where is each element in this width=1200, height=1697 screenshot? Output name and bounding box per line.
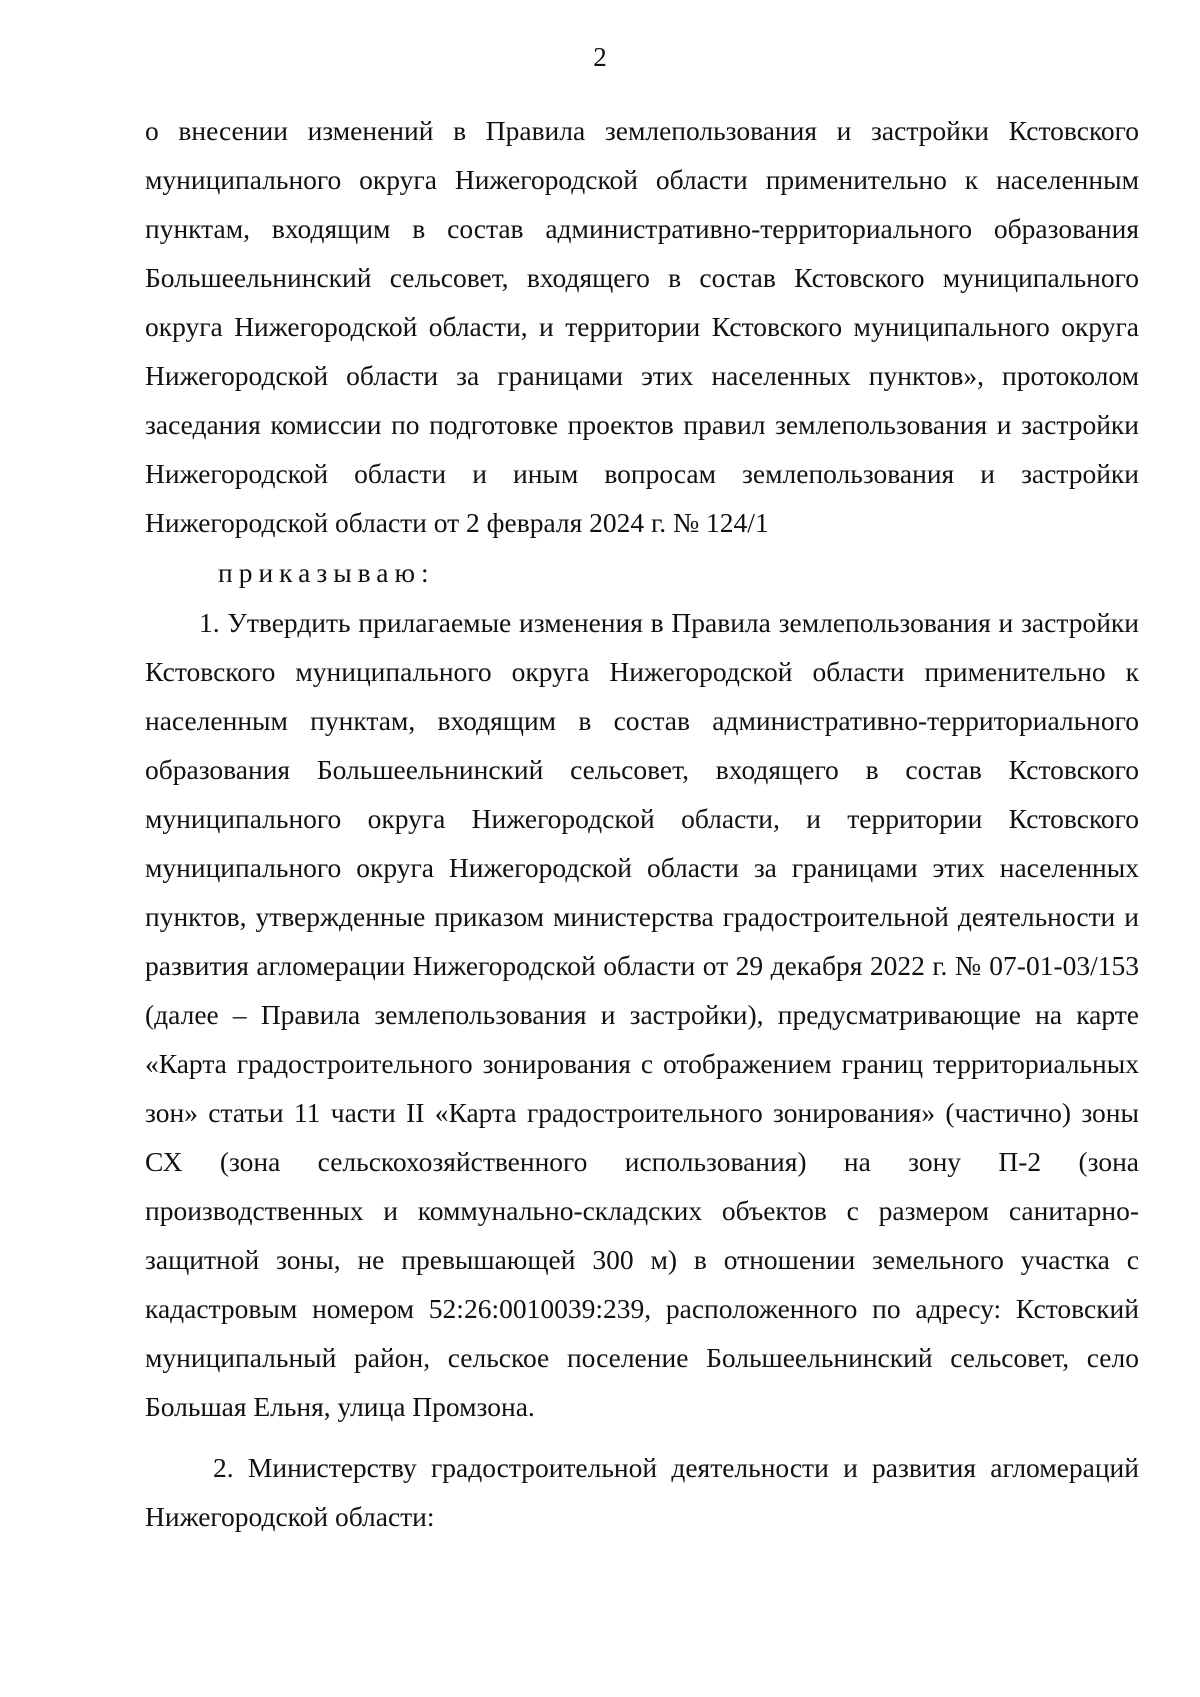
order-word: приказываю: bbox=[218, 557, 435, 588]
intro-paragraph: о внесении изменений в Правила землепользования и застройки Кстовского муниципального округа Нижегородской области применительно к населенным пунктам, входящим в состав административно-территориального образования Большеельнинский сельсовет, входящего в состав Кстовского муниципального округа Нижегородской области, и территории Кстовского муниципального округа Нижегородской области за границами этих населенных пунктов», протоколом заседания комиссии по подготовке проектов правил землепользования и застройки Нижегородской области и иным вопросам землепользования и застройки Нижегородской области от 2 февраля 2024 г. № 124/1 bbox=[145, 115, 1139, 538]
document-body bbox=[145, 106, 1139, 1541]
item-1-paragraph: 1. Утвердить прилагаемые изменения в Правила землепользования и застройки Кстовского муниципального округа Нижегородской области применительно к населенным пунктам, входящим в состав административно-территориального образования Большеельнинский сельсовет, входящего в состав Кстовского муниципального округа Нижегородской области, и территории Кстовского муниципального округа Нижегородской области за границами этих населенных пунктов, утвержденные приказом министерства градостроительной деятельности и развития агломерации Нижегородской области от 29 декабря 2022 г. № 07-01-03/153 (далее – Правила землепользования и застройки), предусматривающие на карте «Карта градостроительного зонирования с отображением границ территориальных зон» статьи 11 части II «Карта градостроительного зонирования» (частично) зоны СХ (зона сельскохозяйственного использования) на зону П-2 (зона производственных и коммунально-складских объектов с размером санитарно-защитной зоны, не превышающей 300 м) в отношении земельного участка с кадастровым номером 52:26:0010039:239, расположенного по адресу: Кстовский муниципальный район, сельское поселение Большеельнинский сельсовет, село Большая Ельня, улица Промзона. bbox=[145, 607, 1139, 1422]
page-number: 2 bbox=[593, 42, 607, 72]
item-2-paragraph: 2. Министерству градостроительной деятельности и развития агломераций Нижегородской области: bbox=[145, 1452, 1139, 1532]
